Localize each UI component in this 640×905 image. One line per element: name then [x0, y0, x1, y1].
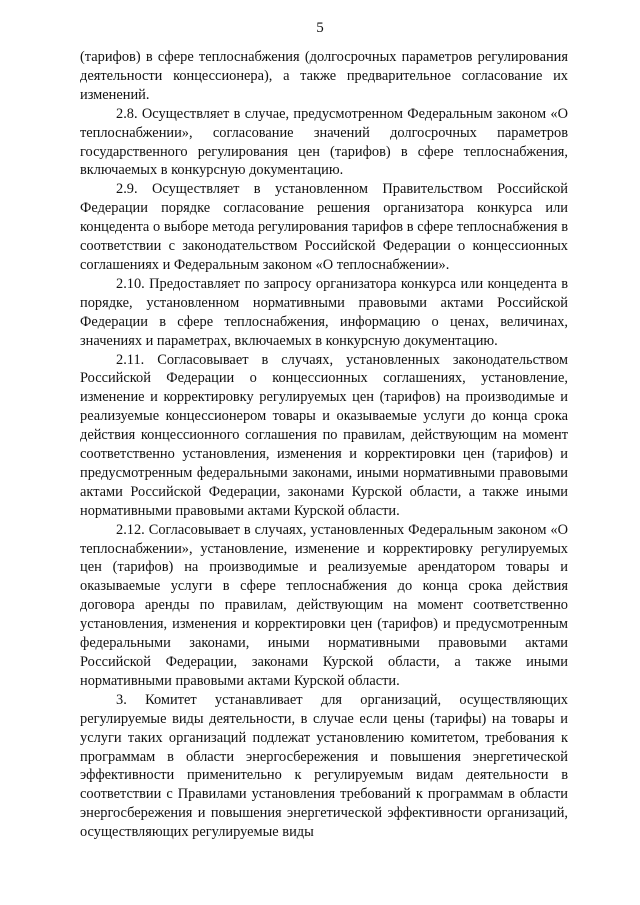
paragraph-continuation: (тарифов) в сфере теплоснабжения (долгосрочных параметров регулирования деятельности концессионера), а также предварительное согласование их изменений.	[80, 49, 568, 103]
page-number: 5	[316, 20, 324, 36]
document-body	[80, 48, 568, 842]
paragraph-2-10: 2.10. Предоставляет по запросу организатора конкурса или концедента в порядке, установленном нормативными правовыми актами Российской Федерации в сфере теплоснабжения, информацию о ценах, величинах, значениях и параметрах, включаемых в конкурсную документацию.	[80, 275, 568, 349]
paragraph-2-11: 2.11. Согласовывает в случаях, установленных законодательством Российской Федерации о концессионных соглашениях, установление, изменение и корректировку регулируемых цен (тарифов) на производимые и реализуемые концессионером товары и оказываемые услуги до конца срока действия концессионного соглашения по правилам, действующим на момент соответственно установления, изменения и корректировки цен (тарифов) и предусмотренным федеральными законами, иными нормативными правовыми актами Российской Федерации, законами Курской области, а также иными нормативными правовыми актами Курской области.	[80, 351, 568, 519]
paragraph-3: 3. Комитет устанавливает для организаций, осуществляющих регулируемые виды деятельности, в случае если цены (тарифы) на товары и услуги таких организаций подлежат установлению комитетом, требования к программам в области энергосбережения и повышения энергетической эффективности применительно к регулируемым видам деятельности в соответствии с Правилами установления требований к программам в области энергосбережения и повышения энергетической эффективности организаций, осуществляющих регулируемые виды	[80, 691, 568, 841]
paragraph-2-8: 2.8. Осуществляет в случае, предусмотренном Федеральным законом «О теплоснабжении», согласование значений долгосрочных параметров государственного регулирования цен (тарифов) в сфере теплоснабжения, включаемых в конкурсную документацию.	[80, 105, 568, 179]
paragraph-2-12: 2.12. Согласовывает в случаях, установленных Федеральным законом «О теплоснабжении», установление, изменение и корректировку регулируемых цен (тарифов) на производимые и реализуемые арендатором товары и оказываемые услуги в сфере теплоснабжения до конца срока действия договора аренды по правилам, действующим на момент соответственно установления, изменения и корректировки цен (тарифов) и предусмотренным федеральными законами, иными нормативными правовыми актами Российской Федерации, законами Курской области, а также иными нормативными правовыми актами Курской области.	[80, 521, 568, 689]
paragraph-2-9: 2.9. Осуществляет в установленном Правительством Российской Федерации порядке согласование решения организатора конкурса или концедента о выборе метода регулирования тарифов в сфере теплоснабжения в соответствии с законодательством Российской Федерации о концессионных соглашениях и Федеральным законом «О теплоснабжении».	[80, 181, 568, 273]
